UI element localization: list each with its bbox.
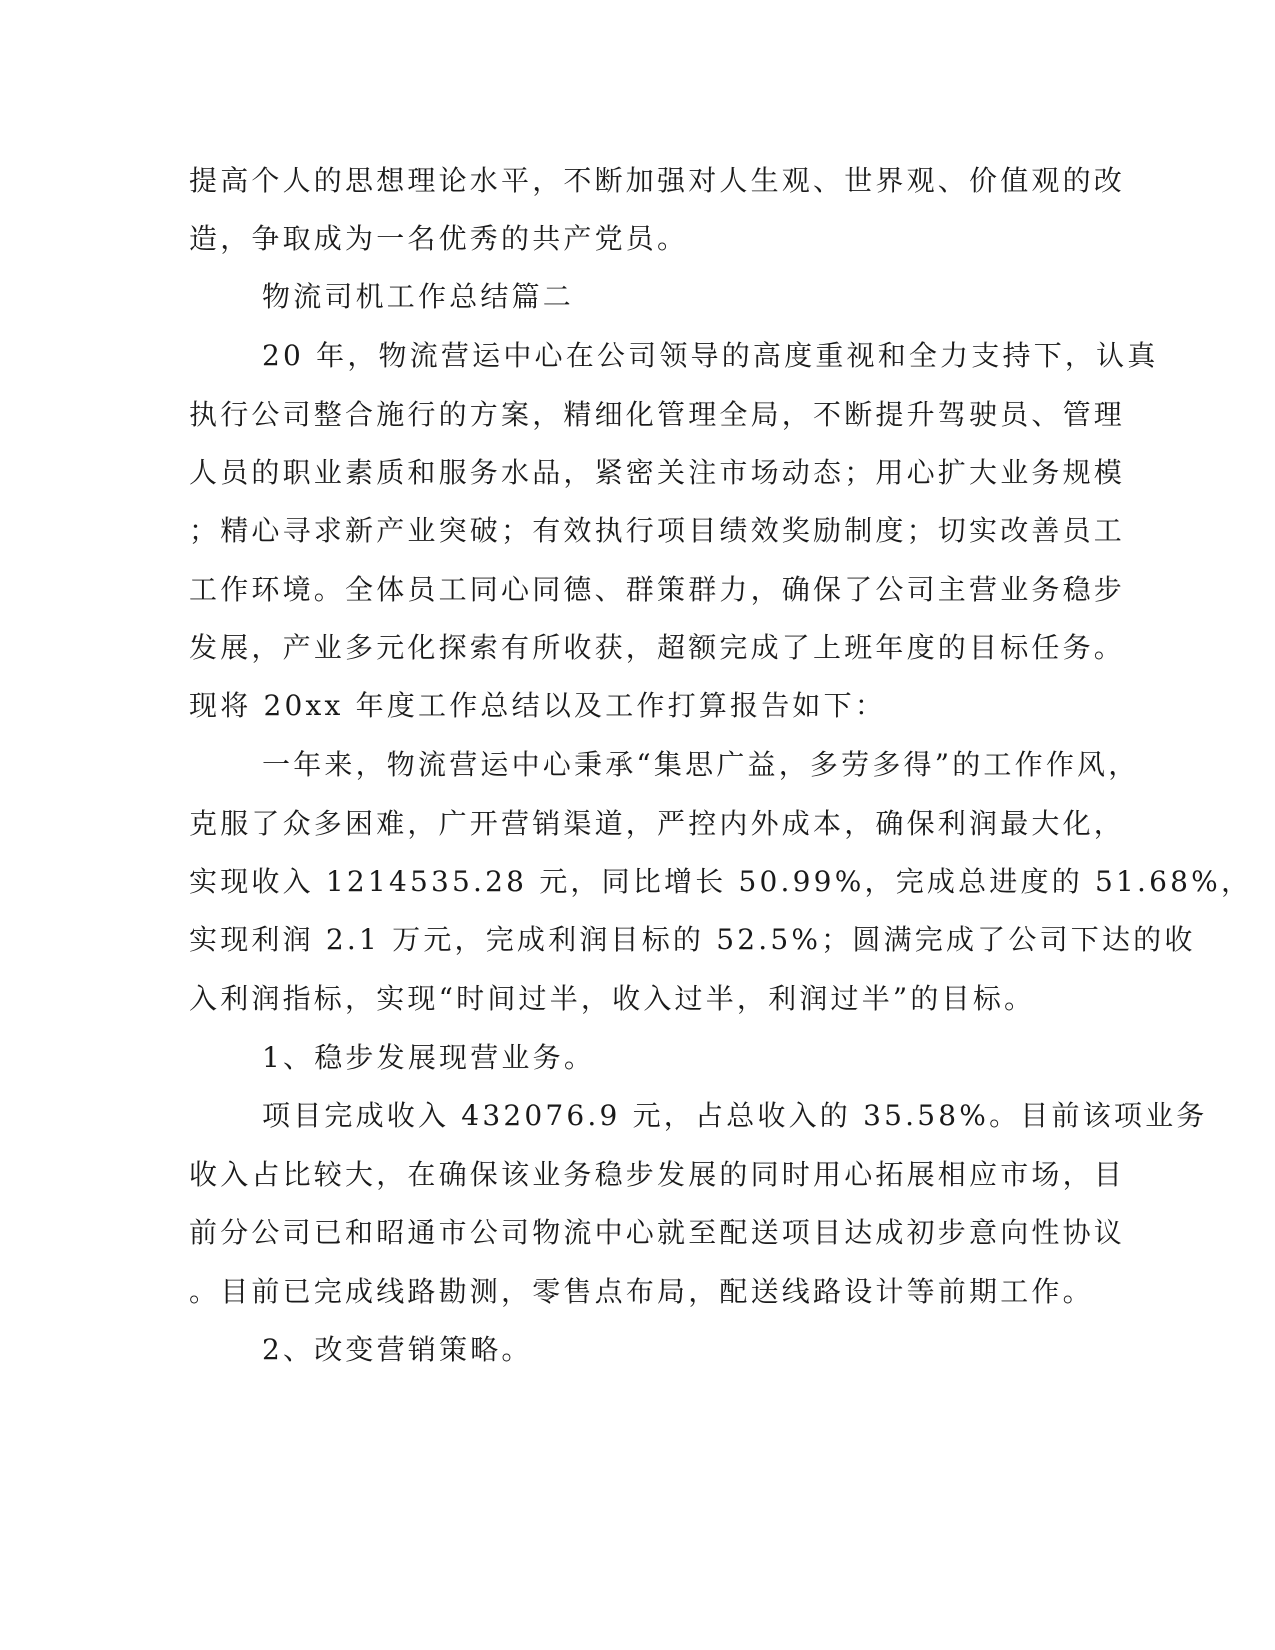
list-item-heading: 2、改变营销策略。	[262, 1333, 533, 1366]
section-heading: 物流司机工作总结篇二	[262, 280, 575, 313]
paragraph-line: 实现利润 2.1 万元，完成利润目标的 52.5%；圆满完成了公司下达的收	[189, 923, 1196, 956]
paragraph-line: 项目完成收入 432076.9 元，占总收入的 35.58%。目前该项业务	[262, 1099, 1208, 1132]
paragraph-line: 前分公司已和昭通市公司物流中心就至配送项目达成初步意向性协议	[189, 1216, 1126, 1249]
paragraph-line: 实现收入 1214535.28 元，同比增长 50.99%，完成总进度的 51.68%，	[189, 865, 1253, 898]
paragraph-line: 造，争取成为一名优秀的共产党员。	[189, 222, 689, 255]
paragraph-line: 一年来，物流营运中心秉承“集思广益，多劳多得”的工作作风，	[262, 748, 1140, 781]
paragraph-line: 现将 20xx 年度工作总结以及工作打算报告如下：	[189, 689, 887, 722]
paragraph-line: 执行公司整合施行的方案，精细化管理全局，不断提升驾驶员、管理	[189, 398, 1126, 431]
paragraph-line: ；精心寻求新产业突破；有效执行项目绩效奖励制度；切实改善员工	[189, 514, 1126, 547]
paragraph-line: 提高个人的思想理论水平，不断加强对人生观、世界观、价值观的改	[189, 164, 1126, 197]
paragraph-line: 。目前已完成线路勘测，零售点布局，配送线路设计等前期工作。	[189, 1275, 1094, 1308]
paragraph-line: 人员的职业素质和服务水品，紧密关注市场动态；用心扩大业务规模	[189, 456, 1126, 489]
paragraph-line: 克服了众多困难，广开营销渠道，严控内外成本，确保利润最大化，	[189, 807, 1126, 840]
paragraph-line: 工作环境。全体员工同心同德、群策群力，确保了公司主营业务稳步	[189, 573, 1126, 606]
list-item-heading: 1、稳步发展现营业务。	[262, 1041, 596, 1074]
paragraph-line: 收入占比较大，在确保该业务稳步发展的同时用心拓展相应市场，目	[189, 1158, 1126, 1191]
paragraph-line: 发展，产业多元化探索有所收获，超额完成了上班年度的目标任务。	[189, 631, 1126, 664]
paragraph-line: 20 年，物流营运中心在公司领导的高度重视和全力支持下，认真	[262, 339, 1159, 372]
paragraph-line: 入利润指标，实现“时间过半，收入过半，利润过半”的目标。	[189, 982, 1036, 1015]
